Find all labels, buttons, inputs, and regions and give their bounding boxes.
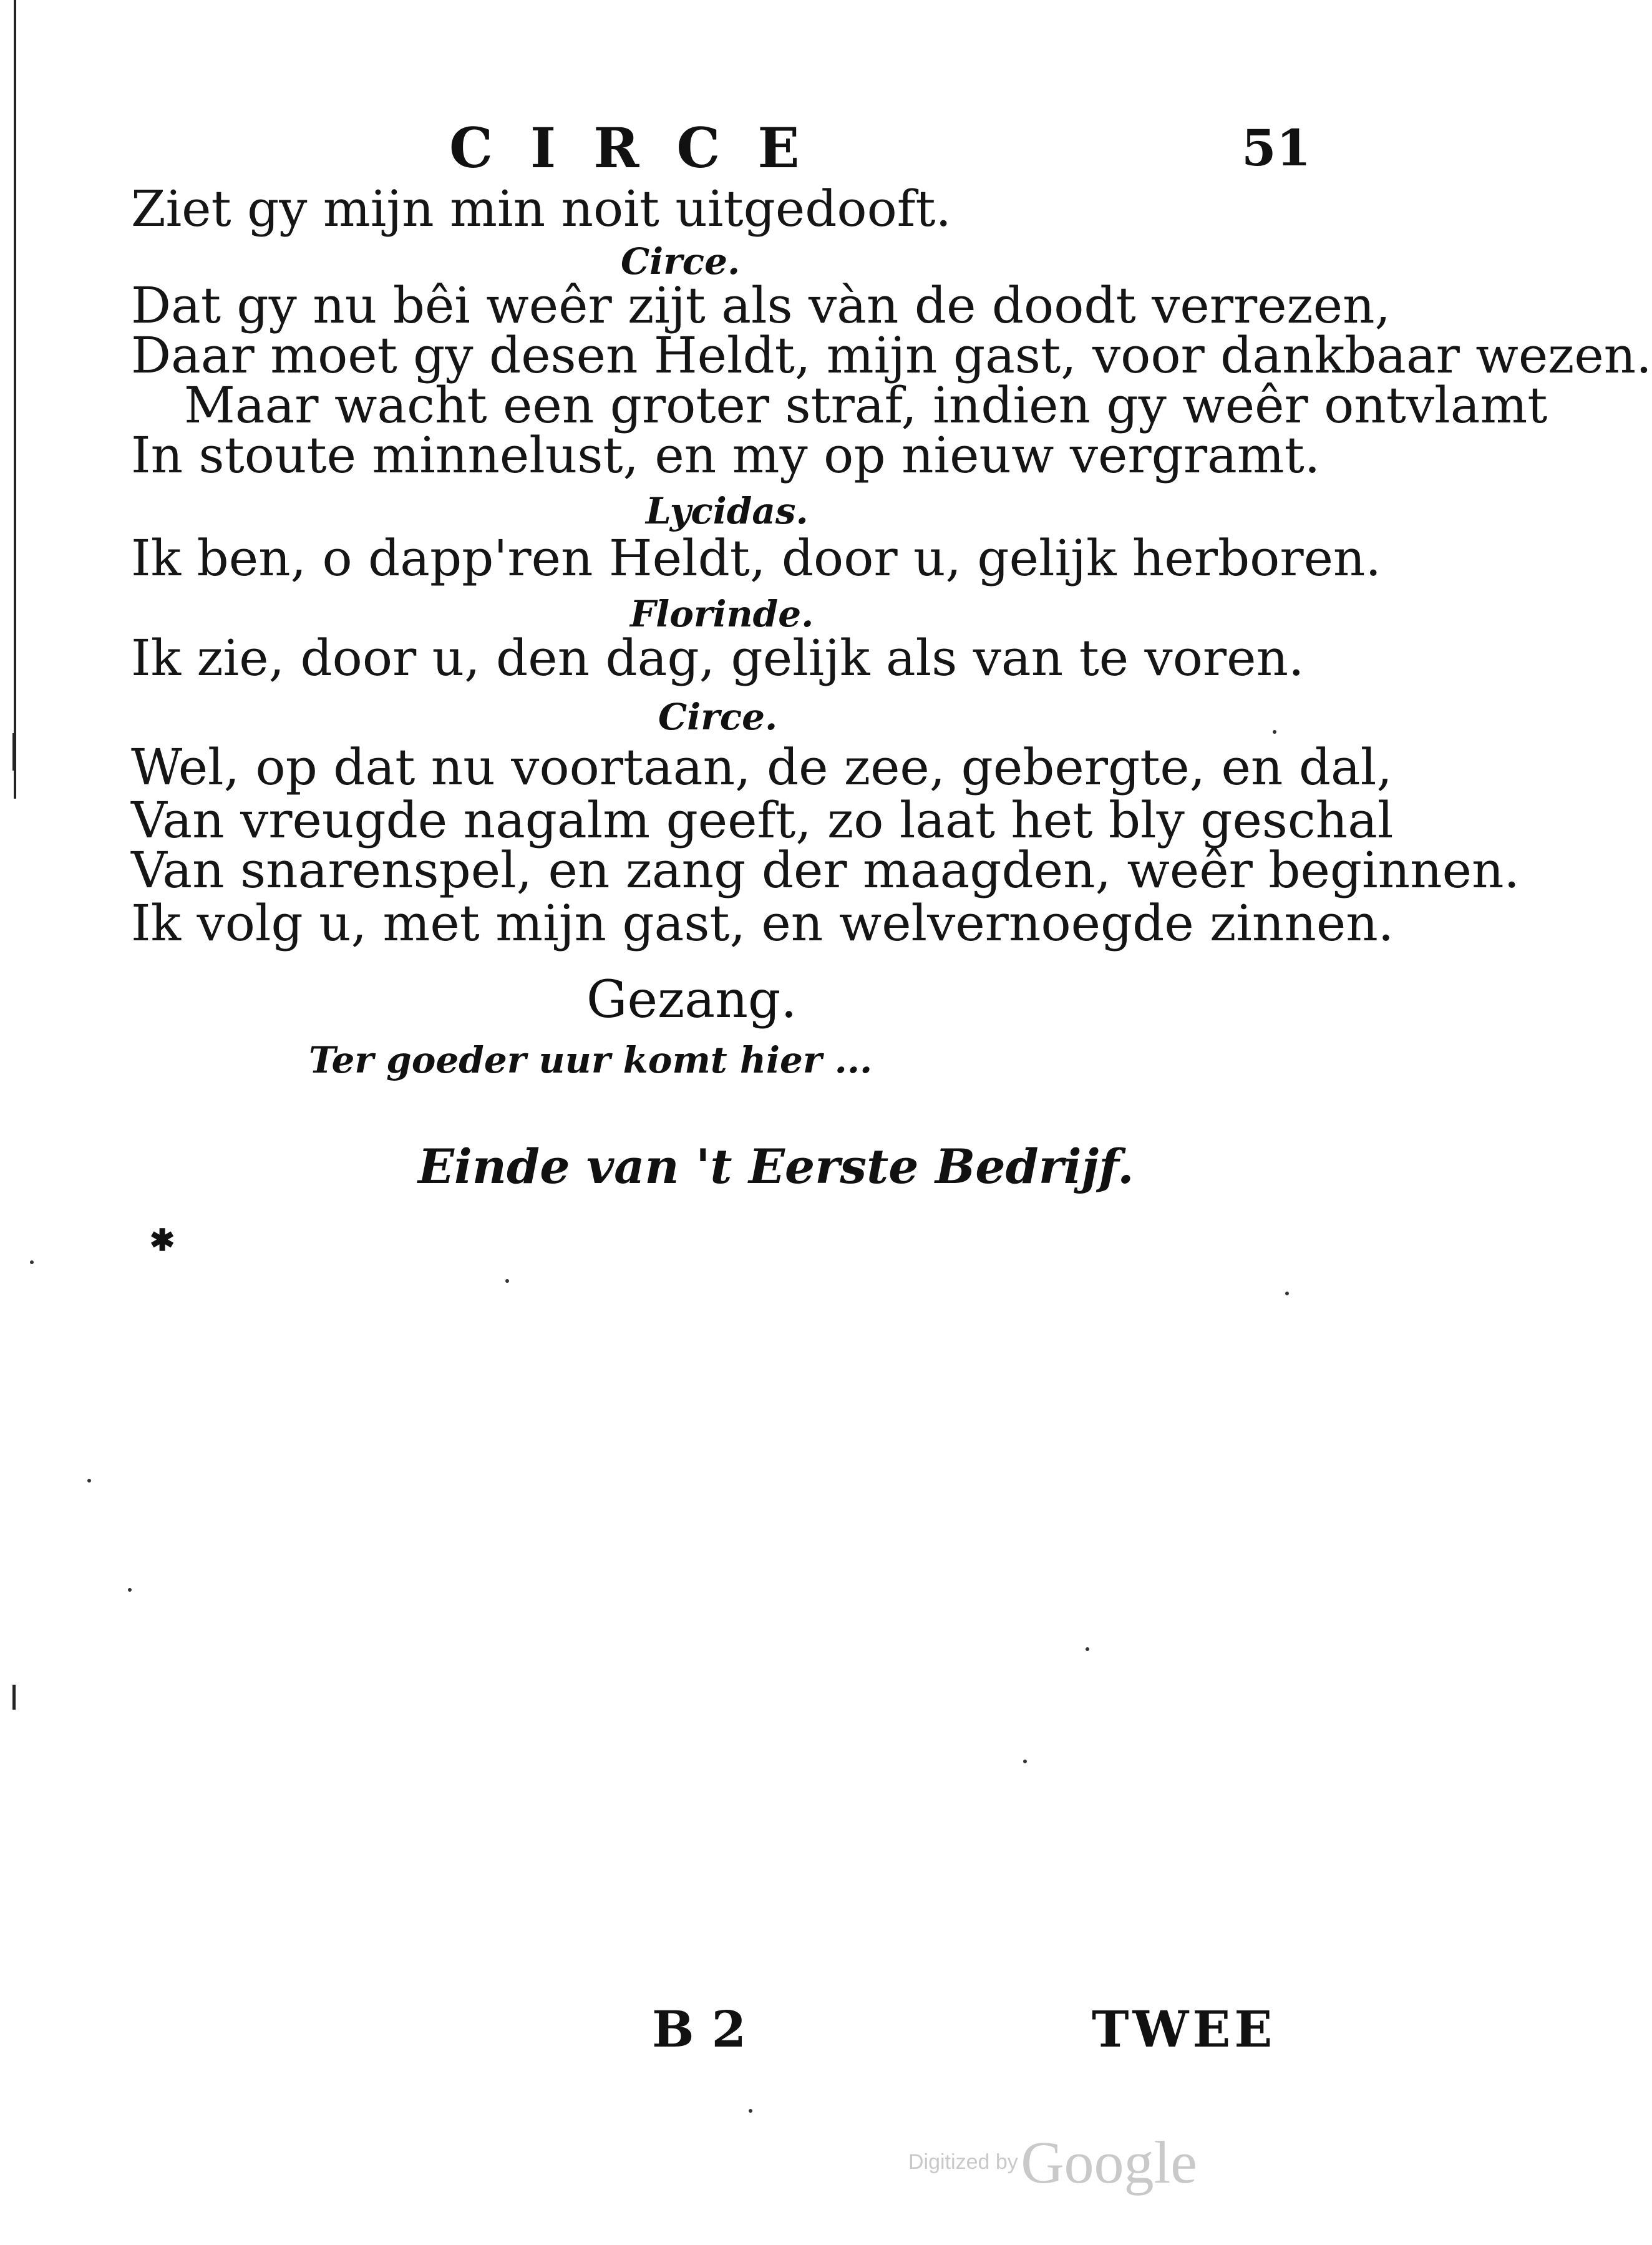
ink-speck bbox=[87, 1479, 91, 1483]
ink-speck bbox=[1086, 1647, 1089, 1651]
song-heading: Gezang. bbox=[586, 970, 797, 1030]
verse-line: Ik zie, door u, den dag, gelijk als van te voren. bbox=[131, 629, 1305, 687]
page-edge-rule bbox=[14, 0, 16, 799]
ink-speck bbox=[1285, 1292, 1289, 1295]
ink-speck bbox=[749, 2109, 752, 2113]
google-logo: Google bbox=[1021, 2129, 1197, 2196]
ink-speck bbox=[128, 1588, 132, 1592]
verse-line: Ziet gy mijn min noit uitgedooft. bbox=[131, 180, 951, 238]
verse-line: Wel, op dat nu voortaan, de zee, gebergte, en dal, bbox=[131, 738, 1392, 796]
speaker-name: Florinde. bbox=[630, 593, 814, 635]
verse-line: Maar wacht een groter straf, indien gy weêr ontvlamt bbox=[184, 376, 1548, 434]
speaker-name: Lycidas. bbox=[646, 490, 809, 532]
ornament-icon: ✱ bbox=[150, 1223, 175, 1258]
digitized-watermark bbox=[908, 2128, 1197, 2197]
song-first-line: Ter goeder uur komt hier ... bbox=[309, 1039, 873, 1081]
verse-line: Ik volg u, met mijn gast, en welvernoegde zinnen. bbox=[131, 894, 1394, 952]
verse-line: In stoute minnelust, en my op nieuw vergramt. bbox=[131, 426, 1321, 484]
page-number: 51 bbox=[1241, 119, 1311, 177]
speaker-name: Circe. bbox=[621, 240, 741, 283]
verse-line: Van vreugde nagalm geeft, zo laat het bly geschal bbox=[131, 791, 1394, 849]
verse-line: Ik ben, o dapp'ren Heldt, door u, gelijk herboren. bbox=[131, 529, 1381, 587]
catchword: TWEE bbox=[1092, 2000, 1276, 2058]
ink-speck bbox=[505, 1279, 509, 1283]
verse-line: Daar moet gy desen Heldt, mijn gast, voor dankbaar wezen. bbox=[131, 326, 1652, 384]
ink-speck bbox=[1273, 730, 1276, 734]
verse-line: Dat gy nu bêi weêr zijt als vàn de doodt verrezen, bbox=[131, 276, 1391, 334]
watermark-prefix: Digitized by bbox=[908, 2150, 1018, 2174]
speaker-name: Circe. bbox=[658, 696, 778, 738]
running-title: CIRCE bbox=[449, 115, 837, 180]
ink-speck bbox=[30, 1260, 34, 1264]
edge-mark bbox=[12, 1685, 16, 1710]
signature-mark: B 2 bbox=[652, 2000, 747, 2058]
verse-line: Van snarenspel, en zang der maagden, weêr beginnen. bbox=[131, 841, 1520, 899]
ink-speck bbox=[1023, 1760, 1027, 1763]
act-end-line: Einde van 't Eerste Bedrijf. bbox=[418, 1139, 1134, 1194]
edge-mark bbox=[12, 733, 16, 771]
